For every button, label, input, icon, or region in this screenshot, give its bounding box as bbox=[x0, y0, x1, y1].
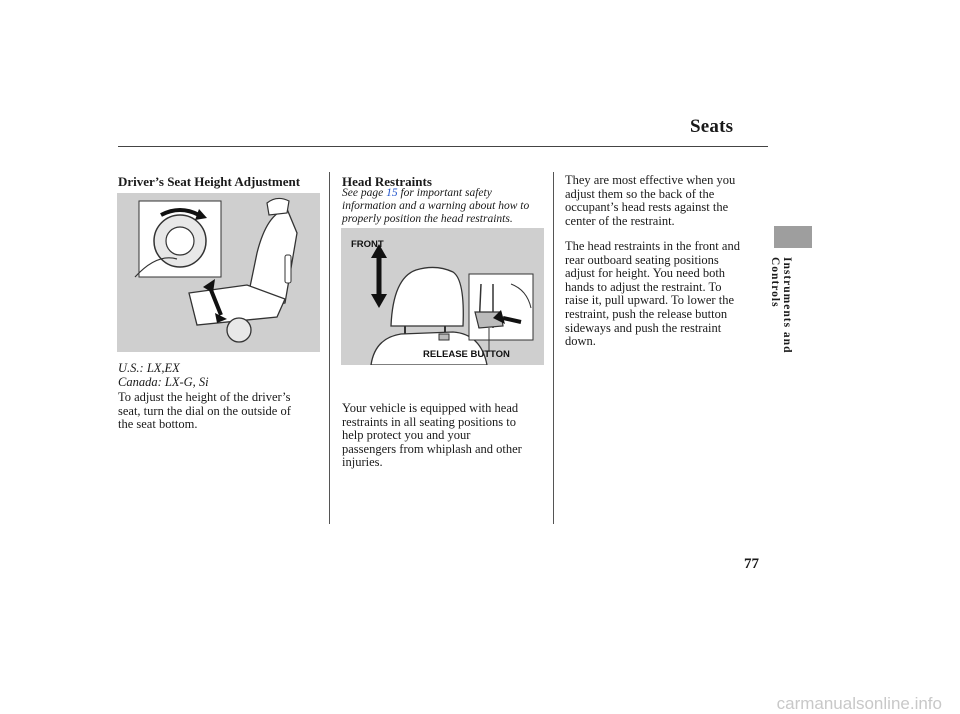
adjustment-paragraph: The head restraints in the front and rear outboard seating positions adjust for height. You need both hands to adjust the restraint. To raise it, pull upward. To lower the restraint, push the release button sideways and push the restraint down. bbox=[565, 239, 740, 349]
chapter-tab-label: Instruments and Controls bbox=[769, 257, 793, 354]
section-title: Seats bbox=[690, 116, 734, 137]
column-divider-2 bbox=[553, 172, 554, 524]
watermark-bar bbox=[0, 694, 960, 714]
seat-height-illustration bbox=[117, 193, 320, 352]
column-divider-1 bbox=[329, 172, 330, 524]
head-restraint-intro: Your vehicle is equipped with head restraints in all seating positions to help protect you and your passengers from whiplash and other injuries. bbox=[342, 401, 522, 470]
release-button-icon bbox=[439, 334, 449, 340]
page-number: 77 bbox=[744, 556, 759, 572]
seat-height-heading: Driver’s Seat Height Adjustment bbox=[118, 174, 301, 189]
seat-height-instructions: To adjust the height of the driver’s seat, turn the dial on the outside of the seat bottom. bbox=[118, 390, 291, 432]
dial-center-icon bbox=[166, 227, 194, 255]
model-applicability-us: U.S.: LX,EX bbox=[118, 361, 180, 375]
release-inset-box bbox=[469, 274, 533, 340]
seat-illustration-svg bbox=[117, 193, 320, 352]
seat-dial-icon bbox=[227, 318, 251, 342]
chapter-tab-marker bbox=[774, 226, 812, 248]
head-restraint-illustration bbox=[341, 228, 544, 365]
model-applicability-canada: Canada: LX-G, Si bbox=[118, 375, 209, 389]
effectiveness-paragraph: They are most effective when you adjust them so the back of the occupant’s head rests against the center of the restraint. bbox=[565, 173, 736, 228]
head-restraints-heading: Head Restraints bbox=[342, 174, 432, 189]
page-reference-link[interactable]: 15 bbox=[386, 187, 398, 199]
safety-reference-note: See page 15 for important safety information and a warning about how to properly position the head restraints. bbox=[342, 187, 530, 225]
head-restraint-pad-icon bbox=[391, 267, 463, 326]
watermark-text: carmanualsonline.info bbox=[776, 694, 942, 713]
release-button-label: RELEASE BUTTON bbox=[423, 349, 510, 360]
header-rule bbox=[118, 146, 768, 147]
front-label: FRONT bbox=[351, 239, 384, 250]
head-restraint-icon bbox=[267, 198, 289, 215]
